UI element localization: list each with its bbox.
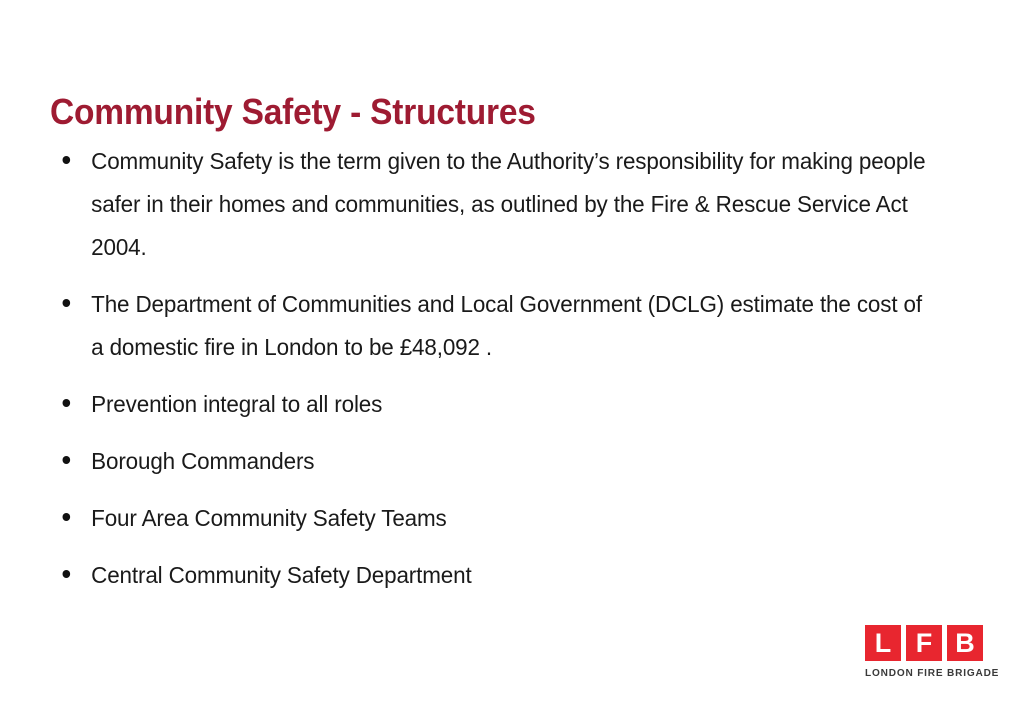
bullet-point-icon <box>63 156 71 164</box>
logo-letter-l: L <box>865 625 901 661</box>
logo-letter-f: F <box>906 625 942 661</box>
list-item <box>52 140 931 269</box>
logo-wordmark: LONDON FIRE BRIGADE <box>865 667 1000 679</box>
list-item-text: Four Area Community Safety Teams <box>91 505 447 531</box>
list-item <box>52 440 931 483</box>
list-item <box>52 383 931 426</box>
list-item-text: Borough Commanders <box>91 448 315 474</box>
list-item-text: Community Safety is the term given to the Authority’s responsibility for making people safer in their homes and communities, as outlined by the Fire & Rescue Service Act 2004. <box>91 148 926 260</box>
bullet-point-icon <box>63 299 71 307</box>
bullet-point-icon <box>63 399 71 407</box>
page-title: Community Safety - Structures <box>50 91 536 133</box>
logo-letter-b: B <box>947 625 983 661</box>
list-item-text: Prevention integral to all roles <box>91 391 383 417</box>
slide-body-content <box>52 140 972 597</box>
list-item <box>52 554 931 597</box>
bullet-point-icon <box>63 456 71 464</box>
bullet-point-icon <box>63 570 71 578</box>
logo-letter-blocks <box>865 625 991 661</box>
list-item <box>52 497 931 540</box>
bullet-point-icon <box>63 513 71 521</box>
list-item-text: The Department of Communities and Local Government (DCLG) estimate the cost of a domestic fire in London to be £48,092 . <box>91 291 922 360</box>
london-fire-brigade-logo <box>865 625 1000 679</box>
list-item <box>52 283 931 369</box>
list-item-text: Central Community Safety Department <box>91 562 472 588</box>
